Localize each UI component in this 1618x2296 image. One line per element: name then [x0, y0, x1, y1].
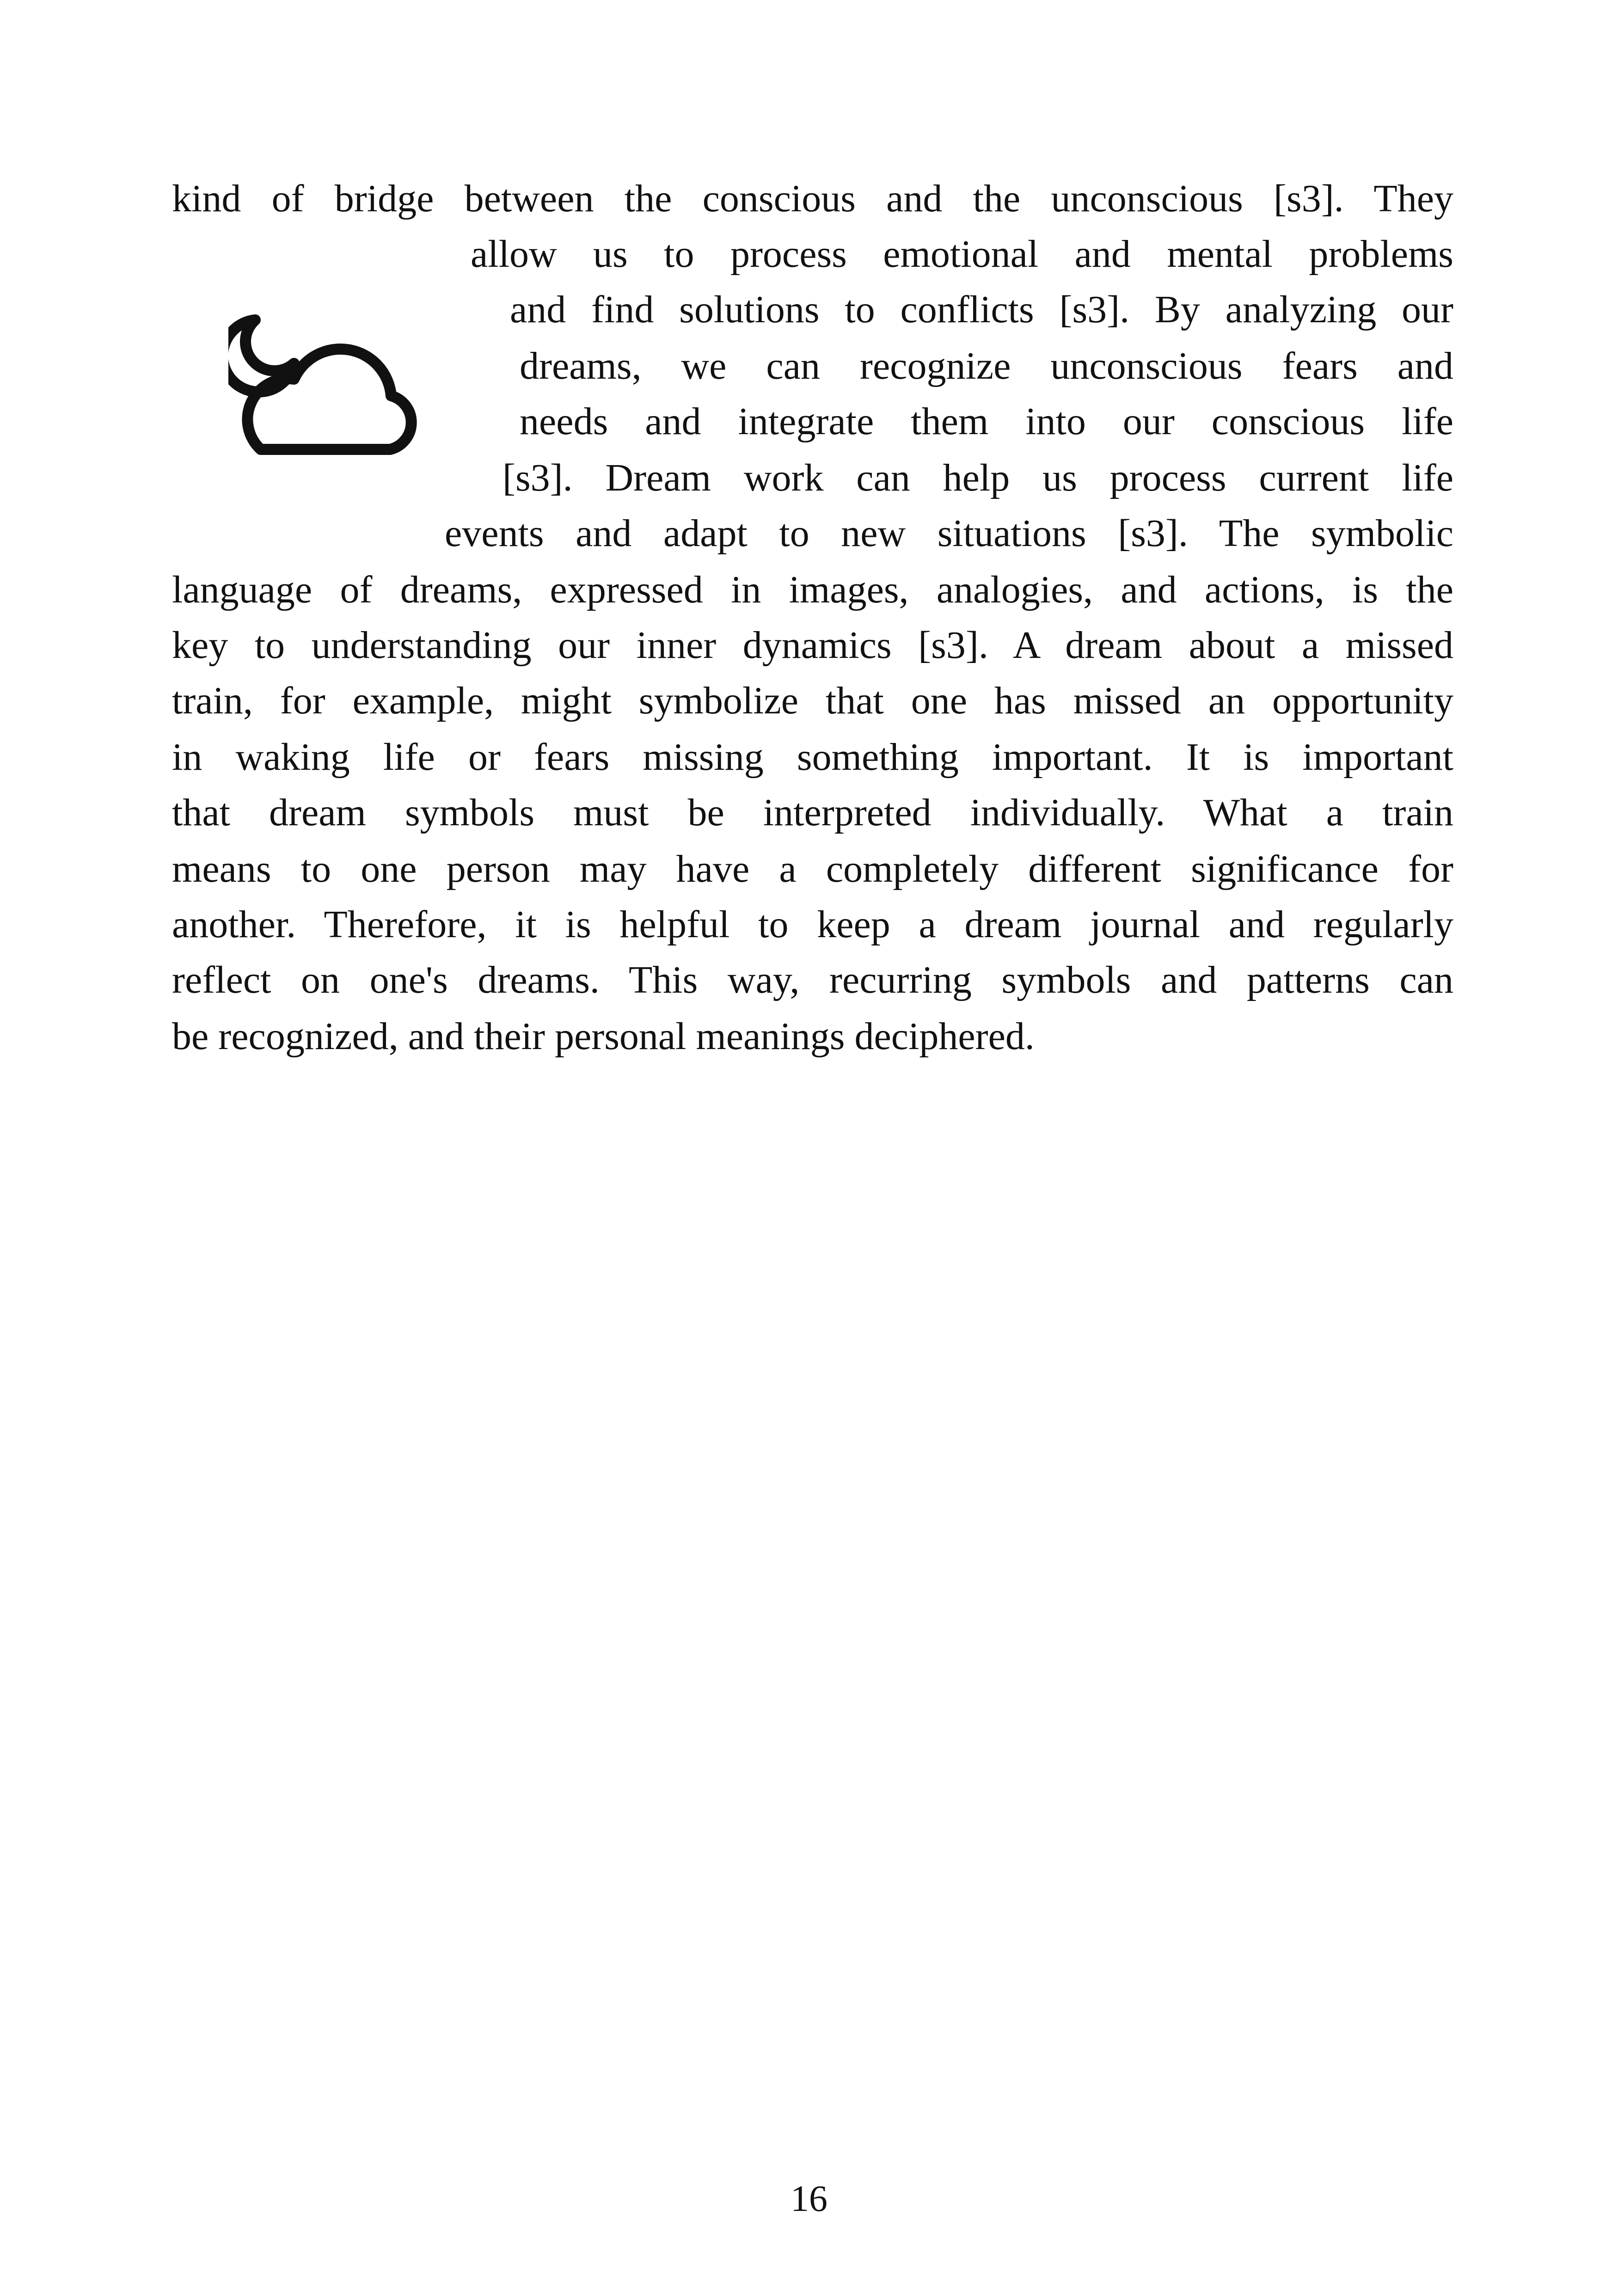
body-line: key to understanding our inner dynamics [s3]. A dream about a missed — [172, 624, 1453, 667]
body-line: that dream symbols must be interpreted individually. What a train — [172, 791, 1453, 834]
body-line: in waking life or fears missing something important. It is important — [172, 736, 1453, 779]
body-line: train, for example, might symbolize that one has missed an opportunity — [172, 679, 1453, 722]
body-line: and find solutions to conflicts [s3]. By analyzing our — [510, 288, 1453, 331]
body-line: reflect on one's dreams. This way, recurring symbols and patterns can — [172, 958, 1453, 1001]
body-line: events and adapt to new situations [s3]. The symbolic — [445, 512, 1453, 555]
body-line: be recognized, and their personal meanings deciphered. — [172, 1015, 1035, 1058]
body-line: means to one person may have a completely different significance for — [172, 847, 1453, 890]
page-number: 16 — [791, 2179, 827, 2219]
body-line: [s3]. Dream work can help us process current life — [503, 456, 1453, 499]
moon-cloud-icon — [228, 311, 427, 468]
body-line: another. Therefore, it is helpful to keep a dream journal and regularly — [172, 903, 1453, 946]
body-line: kind of bridge between the conscious and the unconscious [s3]. They — [172, 177, 1453, 220]
body-line: dreams, we can recognize unconscious fears and — [520, 344, 1453, 387]
body-line: allow us to process emotional and mental problems — [471, 233, 1453, 276]
body-line: language of dreams, expressed in images, analogies, and actions, is the — [172, 568, 1453, 611]
body-line: needs and integrate them into our conscious life — [520, 400, 1453, 443]
